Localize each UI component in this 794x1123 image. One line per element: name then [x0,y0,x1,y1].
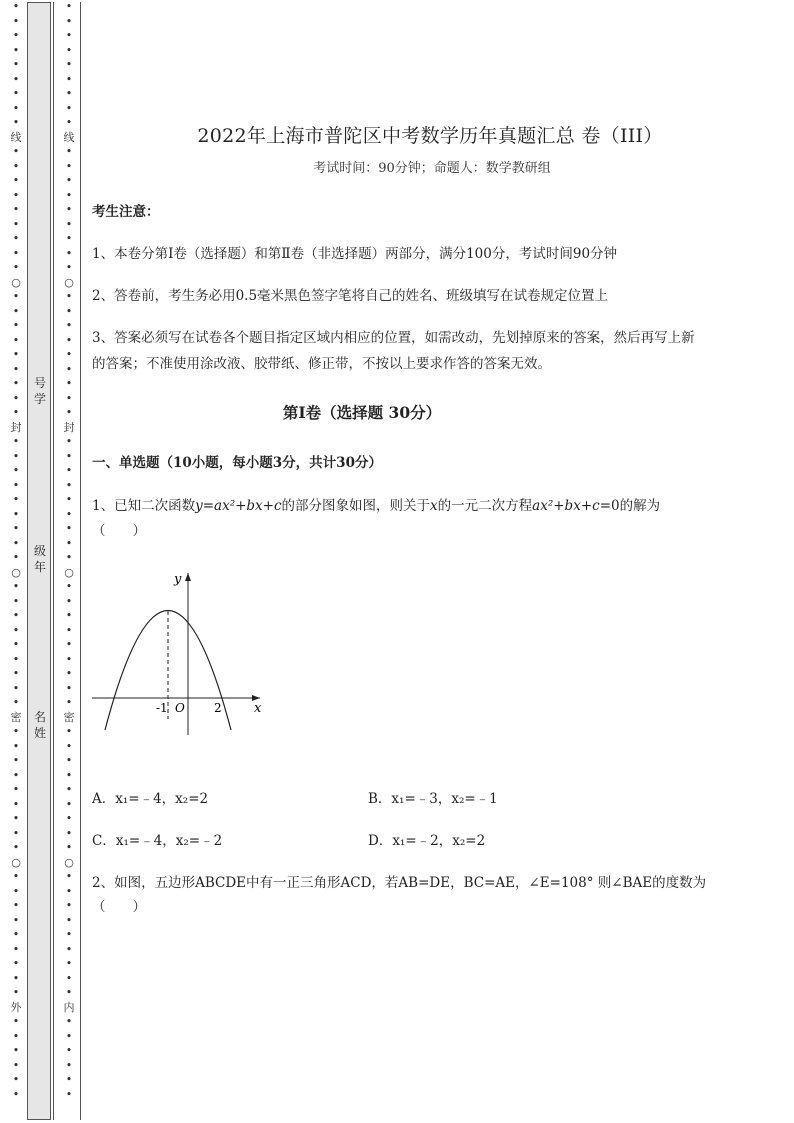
strip-dot: • [65,174,73,187]
strip-dot: • [65,884,73,898]
strip-dot: • [12,0,20,13]
strip-dot: • [12,638,20,651]
strip-dot: • [12,232,20,245]
strip-dot: • [12,667,20,680]
strip-dot: • [12,145,20,158]
strip-dot: • [65,348,73,361]
strip-dot: • [65,522,73,535]
label-char: 年 [33,560,46,574]
label-char: 姓 [33,726,46,740]
strip-dot: • [12,812,20,825]
strip-mark-circle: ○ [64,565,74,579]
strip-dot: • [12,449,20,463]
strip-mark-circle: ○ [64,275,74,289]
strip-dot: • [65,507,73,521]
strip-dot: • [65,580,73,593]
strip-dot: • [65,609,73,622]
notice-item: 1、本卷分第I卷（选择题）和第Ⅱ卷（非选择题）两部分，满分100分，考试时间90分钟 [92,246,618,262]
strip-dot: • [65,986,73,999]
strip-dot: • [12,507,20,521]
option-a[interactable]: A．x₁=﹣4，x₂=2 [92,791,209,807]
strip-dot: • [65,377,73,390]
strip-dot: • [12,783,20,796]
strip-dot: • [12,609,20,622]
strip-mark-feng: 封 [10,420,22,434]
strip-dot: • [12,870,20,883]
strip-dot: • [65,362,73,376]
strip-dot: • [65,913,73,927]
strip-dot: • [65,551,73,564]
strip-dot: • [12,377,20,390]
section-title: 一、单选题（10小题，每小题3分，共计30分） [92,455,382,471]
strip-dot: • [65,754,73,767]
student-info-box [27,2,51,1120]
strip-dot: • [65,623,73,637]
strip-dot: • [12,217,20,231]
strip-dot: • [65,1058,73,1072]
strip-dot: • [12,942,20,956]
stem-text: 的部分图象如图，则关于 [281,498,431,514]
strip-mark-circle: ○ [11,275,21,289]
tick-label-neg1: -1 [156,701,168,715]
strip-dot: • [12,623,20,637]
strip-dot: • [65,928,73,941]
strip-dot: • [12,319,20,332]
strip-dot: • [65,159,73,173]
strip-dot: • [12,362,20,376]
strip-dot: • [65,304,73,318]
strip-dot: • [65,971,73,985]
strip-dot: • [65,739,73,753]
strip-dot: • [65,638,73,651]
strip-dot: • [65,1015,73,1028]
label-char: 号 [33,376,46,390]
part-title: 第I卷（选择题 30分） [282,403,442,422]
strip-dot: • [12,536,20,550]
strip-dot: • [12,435,20,448]
strip-dot: • [12,1015,20,1028]
label-char: 名 [33,710,46,724]
strip-dot: • [65,319,73,332]
strip-dot: • [12,478,20,492]
strip-dot: • [65,203,73,216]
strip-dot: • [12,174,20,187]
strip-dot: • [65,768,73,782]
strip-dot: • [12,43,20,57]
strip-dot: • [65,536,73,550]
strip-dot: • [65,116,73,129]
strip-mark-feng: 封 [63,420,75,434]
notice-heading: 考生注意： [92,204,160,220]
strip-mark-circle: ○ [64,855,74,869]
strip-dot: • [65,870,73,883]
strip-dot: • [12,739,20,753]
strip-dot: • [65,942,73,956]
origin-label: O [175,701,185,715]
option-b[interactable]: B．x₁=﹣3，x₂=﹣1 [368,791,498,807]
strip-dot: • [65,1044,73,1057]
strip-dot: • [65,1087,73,1101]
y-axis-label: y [174,572,182,587]
strip-dot: • [65,841,73,854]
question-1-stem [92,494,660,514]
strip-dot: • [12,391,20,405]
strip-dot: • [65,290,73,303]
stem-text: =0的解为 [599,498,661,514]
stem-text: 的一元二次方程 [437,498,533,514]
name-label [28,709,52,741]
strip-dot: • [12,580,20,593]
strip-dot: • [65,246,73,260]
answer-blank: （ ） [92,899,146,915]
strip-dot: • [12,1044,20,1057]
strip-dot: • [12,87,20,100]
option-c[interactable]: C．x₁=﹣4，x₂=﹣2 [92,833,223,849]
formula: y=ax²+bx+c [195,498,282,514]
grade-label [28,543,52,575]
strip-dot: • [12,116,20,129]
label-char: 级 [33,544,46,558]
strip-dot: • [65,72,73,86]
strip-dot: • [12,188,20,202]
strip-dot: • [65,87,73,100]
question-2-stem: 2、如图，五边形ABCDE中有一正三角形ACD，若AB=DE，BC=AE，∠E=108° 则∠BAE的度数为 [92,875,707,891]
strip-dot: • [65,652,73,666]
strip-dot: • [12,246,20,260]
strip-dot: • [12,58,20,71]
strip-dot: • [12,971,20,985]
strip-dot: • [65,217,73,231]
strip-dot: • [65,812,73,825]
strip-dot: • [12,29,20,42]
strip-dot: • [65,406,73,419]
strip-mark-circle: ○ [11,565,21,579]
strip-dot: • [65,696,73,709]
strip-dot: • [65,101,73,115]
strip-dot: • [12,1029,20,1043]
strip-dot: • [65,261,73,274]
strip-dot: • [65,43,73,57]
binding-strip-left [6,0,26,1123]
tick-label-2: 2 [214,701,222,715]
notice-item: 3、答案必须写在试卷各个题目指定区域内相应的位置，如需改动，先划掉原来的答案，然后再写上新 [92,330,695,346]
strip-dot: • [12,928,20,941]
strip-dot: • [65,957,73,970]
formula: ax²+bx+c [532,498,600,514]
strip-dot: • [65,464,73,477]
strip-dot: • [12,406,20,419]
strip-dot: • [65,667,73,680]
strip-dot: • [12,333,20,347]
strip-dot: • [12,203,20,216]
notice-item-cont: 的答案；不准使用涂改液、胶带纸、修正带，不按以上要求作答的答案无效。 [92,356,551,372]
student-number-label [28,375,52,407]
strip-dot: • [12,768,20,782]
variable: x [430,498,438,514]
strip-dot: • [65,14,73,28]
strip-dot: • [65,145,73,158]
y-axis-arrow [185,573,191,581]
strip-dot: • [12,594,20,608]
strip-dot: • [12,1073,20,1086]
answer-blank: （ ） [92,523,146,539]
strip-dot: • [12,725,20,738]
strip-mark-wai: 外 [10,1000,22,1014]
strip-dot: • [12,841,20,854]
strip-dot: • [12,304,20,318]
label-char: 学 [33,392,46,406]
strip-dot: • [12,159,20,173]
x-axis-label: x [254,701,262,716]
option-d[interactable]: D．x₁=﹣2，x₂=2 [368,833,486,849]
stem-text: 1、已知二次函数 [92,498,196,514]
strip-dot: • [65,594,73,608]
strip-dot: • [65,391,73,405]
strip-dot: • [65,826,73,840]
strip-dot: • [12,522,20,535]
strip-mark-xian: 线 [10,130,22,144]
strip-dot: • [65,783,73,796]
strip-dot: • [12,1087,20,1101]
strip-dot: • [12,72,20,86]
strip-dot: • [12,681,20,695]
strip-dot: • [65,493,73,506]
strip-dot: • [12,797,20,811]
strip-dot: • [12,826,20,840]
strip-dot: • [65,232,73,245]
strip-dot: • [12,290,20,303]
page-title: 2022年上海市普陀区中考数学历年真题汇总 卷（III） [197,125,663,147]
strip-dot: • [12,652,20,666]
strip-dot: • [12,754,20,767]
strip-dot: • [12,884,20,898]
strip-dot: • [65,681,73,695]
strip-dot: • [12,493,20,506]
strip-mark-mi: 密 [63,710,75,724]
strip-dot: • [12,899,20,912]
strip-dot: • [65,797,73,811]
notice-item: 2、答卷前，考生务必用0.5毫米黑色签字笔将自己的姓名、班级填写在试卷规定位置上 [92,288,609,304]
strip-dot: • [65,478,73,492]
strip-dot: • [65,449,73,463]
strip-dot: • [65,0,73,13]
strip-dot: • [12,913,20,927]
strip-mark-nei: 内 [63,1000,75,1014]
strip-dot: • [12,696,20,709]
strip-dot: • [12,101,20,115]
strip-dot: • [65,1073,73,1086]
strip-dot: • [65,435,73,448]
strip-dot: • [12,1058,20,1072]
exam-meta: 考试时间：90分钟；命题人：数学教研组 [313,161,551,176]
strip-dot: • [12,464,20,477]
strip-dot: • [65,58,73,71]
strip-dot: • [12,261,20,274]
strip-dot: • [65,899,73,912]
strip-dot: • [12,348,20,361]
strip-dot: • [65,188,73,202]
strip-dot: • [12,957,20,970]
strip-dot: • [12,551,20,564]
strip-dot: • [65,29,73,42]
strip-dot: • [12,14,20,28]
strip-mark-mi: 密 [10,710,22,724]
parabola-graph [92,565,272,745]
strip-mark-circle: ○ [11,855,21,869]
strip-dot: • [65,333,73,347]
strip-dot: • [12,986,20,999]
strip-mark-xian: 线 [63,130,75,144]
strip-dot: • [65,1029,73,1043]
binding-strip-right [58,0,80,1123]
strip-dot: • [65,725,73,738]
